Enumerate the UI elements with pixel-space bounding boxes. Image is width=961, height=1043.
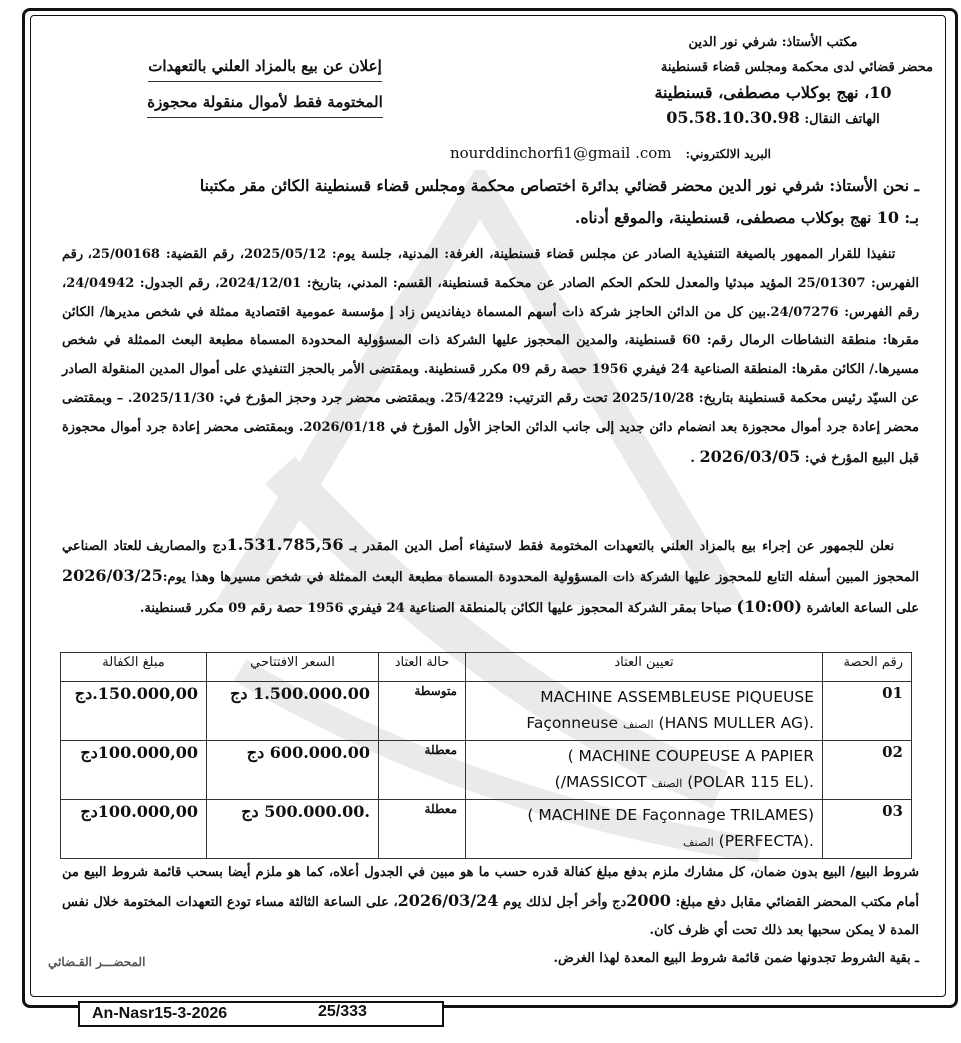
text: ، رقم الفهرس: [62,247,919,291]
title-line-2: المختومة فقط لأموال منقولة محجوزة [147,93,383,118]
item-description [466,800,823,859]
phone-label: الهاتف النقال: [804,112,880,127]
header-description: تعيين العتاد [466,653,823,682]
text: والمصاريف للعتاد الصناعي المحجوز المبين أسفله التابع للمحجوز عليها الشركة ذات المسؤولية المحدودة المسماة مطبعة البعث الممثلة في شخص مسيرها وهذا يوم: [62,539,919,585]
index-number: 25/01307 [797,275,866,291]
phone-number: 05.58.10.30.98 [666,108,800,127]
index-number-2: 24/07276 [770,304,839,320]
item-condition: معطلة [379,741,466,800]
header-bail: مبلغ الكفالة [61,653,207,682]
case-number: 25/00168 [91,247,160,262]
bailiff-signature: المحضـــر القـضائي [48,955,146,969]
text: .بين كل من الدائن الحاجز شركة ذات أسهم المسماة ديفانديس زاد إ مؤسسة عمومية اقتصادية ممثلة في شخص مديرها/ الكائن مقرها: منطقة النشاطات الرمال رقم: 60 قسنطينة، والمدين المحجوز عليها الشركة ذات المسؤولية المحدودة المسماة مطبعة البعث الممثلة في شخص مسيرها./ الكائن مقرها: المنطقة الصناعية 24 فيفري 1956 حصة رقم 09 مكرر قسنطينة. وبمقتضى الأمر بالحجز التنفيذي على أموال المدين المنقولة الصادر عن السيّد رئيس محكمة قسنطينة بتاريخ: [62,304,920,406]
text: . [690,450,700,466]
desc-type-label: الصنف [651,777,683,790]
publication-name-date: An-Nasr15-3-2026 [92,1005,228,1022]
office-email [450,144,771,162]
sale-time: (10:00) [736,597,802,616]
conditions-fee: 2000 [626,891,671,910]
deadline-date: 2026/03/24 [397,891,499,910]
desc-type-label: الصنف [683,836,714,849]
session-date: 2025/05/12 [244,247,326,262]
email-address[interactable]: nourddinchorfi1@gmail .com [449,144,672,162]
bailiff-office-header [613,30,933,132]
text: ، رقم الفهرس: [62,275,919,320]
text: تحت رقم الترتيب: [508,390,608,406]
order-date: 2025/10/28 [612,390,695,406]
desc-model: (PERFECTA). [718,832,814,850]
judgment-date: 2024/12/01 [219,275,302,291]
sale-date: 2026/03/25 [62,566,163,585]
email-label: البريد الالكتروني: [685,147,771,161]
desc-line: MACHINE COUPEUSE A PAPIER ) [567,747,814,765]
office-title: محضر قضائي لدى محكمة ومجلس قضاء قسنطينة [660,60,933,75]
publication-footer [78,1001,444,1027]
desc-model: (POLAR 115 EL). [687,773,814,791]
sale-announcement-paragraph [62,530,919,623]
table-row [61,682,912,741]
desc-model: (HANS MULLER AG). [658,714,814,732]
lot-number: 02 [823,741,912,800]
pre-sale-inventory-date: 2026/03/05 [699,446,801,466]
announcement-title [130,56,400,128]
item-condition: متوسطة [379,682,466,741]
text: ، رقم الجدول: [139,275,220,291]
text: . وبمقتضى محضر جرد وحجز المؤرخ في: [219,390,445,406]
text: تنفيذا للقرار الممهور بالصيغة التنفيذية الصادر عن مجلس قضاء قسنطينة، الغرفة: المدنية، جلسة يوم: [331,247,896,262]
intro-paragraph [62,170,919,234]
opening-price: 1.500.000.00 دج [207,682,379,741]
header-condition: حالة العتاد [379,653,466,682]
text: نعلن للجمهور عن إجراء بيع بالمزاد العلني بالتعهدات المختومة فقط لاستيفاء أصل الدين المقدر بـ [349,539,895,554]
text: ، رقم القضية: [165,247,245,262]
text: صباحا بمقر الشركة المحجوز عليها الكائن بالمنطقة الصناعية 24 فيفري 1956 حصة رقم 09 مكرر قسنطينة. [139,601,732,616]
text: ، على الساعة الثالثة مساء تودع التعهدات المختومة خلال نفس المدة لا يمكن سحبها بعد ذلك تحت أي ظرف كان. [62,895,919,938]
lots-table [60,652,912,859]
lot-number: 01 [823,682,912,741]
table-row [61,800,912,859]
lot-number: 03 [823,800,912,859]
desc-line: Façonneuse [526,714,618,732]
opening-price: .500.000.00 دج [207,800,379,859]
legal-basis-paragraph [62,241,919,473]
item-description [466,682,823,741]
text: المؤيد مبدئيا والمعدل للحكم الحكم الصادر عن محكمة قسنطينة، القسم: المدني، بتاريخ: [306,275,792,291]
desc-line: MASSICOT/) [554,773,647,791]
header-lot: رقم الحصة [823,653,912,682]
title-line-1: إعلان عن بيع بالمزاد العلني بالتعهدات [148,57,381,82]
table-row [61,741,912,800]
debt-amount: 1.531.785,56 [226,535,344,554]
bail-amount: 100.000,00دج [61,741,207,800]
text: على الساعة العاشرة [806,601,919,616]
item-condition: معطلة [379,800,466,859]
item-description [466,741,823,800]
bail-amount: 100.000,00دج [61,800,207,859]
sale-terms-paragraph [62,859,919,973]
office-name: مكتب الأستاذ: شرفي نور الدين [688,35,858,50]
text: . – وبمقتضى محضر إعادة جرد أموال محجوزة بعد انضمام دائن جديد إلى جانب الدائن الحاجز الأول المؤرخ في [62,390,919,435]
office-phone [613,105,933,132]
opening-price: 600.000.00 دج [207,741,379,800]
publication-reference: 25/333 [318,1003,367,1020]
intro-prefix: بـ: [904,208,919,227]
seizure-date: 2025/11/30 [132,390,215,406]
intro-street-number: 10 [876,208,900,227]
table-header-row [61,653,912,682]
intro-address: نهج بوكلاب مصطفى، قسنطينة، والموقع أدناه. [574,208,872,227]
bail-amount: 150.000,00.دج [61,682,207,741]
text: دج وأخر أجل لذلك يوم [503,895,627,910]
currency: دج [212,539,227,554]
desc-type-label: الصنف [622,718,654,731]
desc-line: MACHINE ASSEMBLEUSE PIQUEUSE [540,688,814,706]
header-opening-price: السعر الافتتاحي [207,653,379,682]
order-number: 25/4229 [444,390,504,406]
text: . وبمقتضى محضر إعادة جرد أموال محجوزة قبل البيع المؤرخ في: [62,419,919,466]
docket-number: 24/04942 [66,275,135,291]
text: ـ بقية الشروط تجدونها ضمن قائمة شروط البيع المعدة لهذا الغرض. [553,951,919,966]
desc-line: (MACHINE DE Façonnage TRILAMES ) [527,806,814,824]
office-address: 10، نهج بوكلاب مصطفى، قسنطينة [654,83,892,102]
text: شروط البيع/ البيع بدون ضمان، كل مشارك ملزم بدفع مبلغ كفالة قدره حسب ما هو مبين في الجدول أعلاه، كما هو ملزم أيضا بسحب قائمة شروط البيع من أمام مكتب المحضر القضائي مقابل دفع مبلغ: [62,865,920,910]
intro-text: ـ نحن الأستاذ: شرفي نور الدين محضر قضائي بدائرة اختصاص محكمة ومجلس قضاء قسنطينة الكائن مقر مكتبنا [199,176,919,195]
reinventory-date: 2026/01/18 [303,419,386,435]
